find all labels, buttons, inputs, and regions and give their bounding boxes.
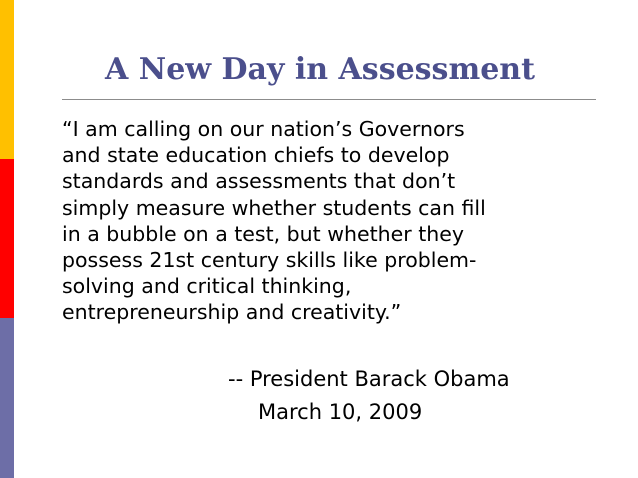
quote-line: in a bubble on a test, but whether they [62,221,464,246]
accent-stripe-purple [0,318,14,478]
quote-line: possess 21st century skills like problem- [62,248,477,273]
quote-attribution: -- President Barack Obama [228,367,510,391]
quote-line: and state education chiefs to develop [62,143,450,168]
quote-line: entrepreneurship and creativity.” [62,300,402,325]
accent-stripe-yellow [0,0,14,159]
title-divider [62,99,596,100]
quote-line: “I am calling on our nation’s Governors [62,117,465,141]
quote-line: standards and assessments that don’t [62,169,456,194]
quote-text [62,116,610,326]
quote-line: simply measure whether students can fill [62,195,486,220]
quote-date: March 10, 2009 [258,400,423,424]
slide-title: A New Day in Assessment [105,52,535,87]
quote-line: solving and critical thinking, [62,274,352,299]
accent-stripe-red [0,159,14,318]
